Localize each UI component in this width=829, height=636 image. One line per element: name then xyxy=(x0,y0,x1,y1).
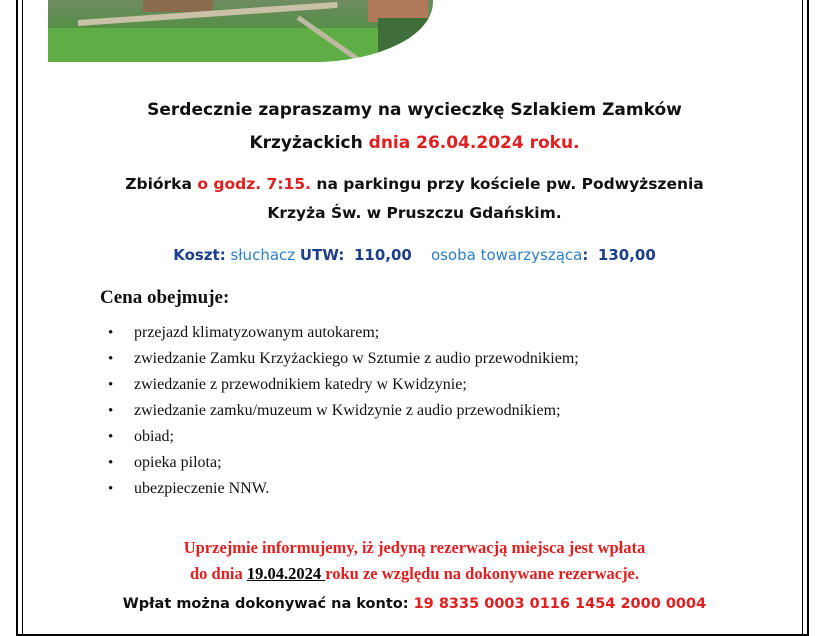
bank-account-number: 19 8335 0003 0116 1454 2000 0004 xyxy=(413,596,707,612)
cost-label: Koszt: xyxy=(173,246,226,264)
list-item: • ubezpieczenie NNW. xyxy=(108,480,270,497)
castle-aerial-photo xyxy=(48,0,433,62)
includes-heading: Cena obejmuje: xyxy=(100,287,230,308)
list-item: • obiad; xyxy=(108,428,174,445)
meeting-time: o godz. 7:15. xyxy=(197,175,311,193)
list-item: • zwiedzanie z przewodnikiem katedry w Kwidzynie; xyxy=(108,376,467,393)
cost-line: Koszt: słuchacz UTW: 110,00 osoba towarzysząca: 130,00 xyxy=(173,246,656,264)
trip-date: dnia 26.04.2024 roku. xyxy=(368,133,580,153)
reservation-line-1: Uprzejmie informujemy, iż jedyną rezerwacją miejsca jest wpłata xyxy=(183,538,646,557)
companion-price: 130,00 xyxy=(597,246,656,264)
meeting-line-1: Zbiórka o godz. 7:15. na parkingu przy kościele pw. Podwyższenia xyxy=(125,175,704,193)
payment-deadline: 19.04.2024 xyxy=(246,564,326,583)
list-item: • zwiedzanie zamku/muzeum w Kwidzynie z audio przewodnikiem; xyxy=(108,402,561,419)
list-item: • opieka pilota; xyxy=(108,454,222,471)
list-item: • zwiedzanie Zamku Krzyżackiego w Sztumie z audio przewodnikiem; xyxy=(108,350,579,367)
invitation-castles: Krzyżackich xyxy=(249,133,363,153)
member-price: 110,00 xyxy=(353,246,412,264)
list-item: • przejazd klimatyzowanym autokarem; xyxy=(108,324,380,341)
includes-list xyxy=(108,323,579,505)
payment-label: Wpłat można dokonywać na konto: xyxy=(122,596,409,612)
meeting-line-2: Krzyża Św. w Pruszczu Gdańskim. xyxy=(267,204,562,222)
reservation-line-2: do dnia 19.04.2024 roku ze względu na dokonywane rezerwacje. xyxy=(189,564,640,583)
invitation-line-1: Serdecznie zapraszamy na wycieczkę Szlakiem Zamków xyxy=(147,100,682,120)
payment-line xyxy=(0,596,829,612)
invitation-line-2 xyxy=(0,133,829,153)
